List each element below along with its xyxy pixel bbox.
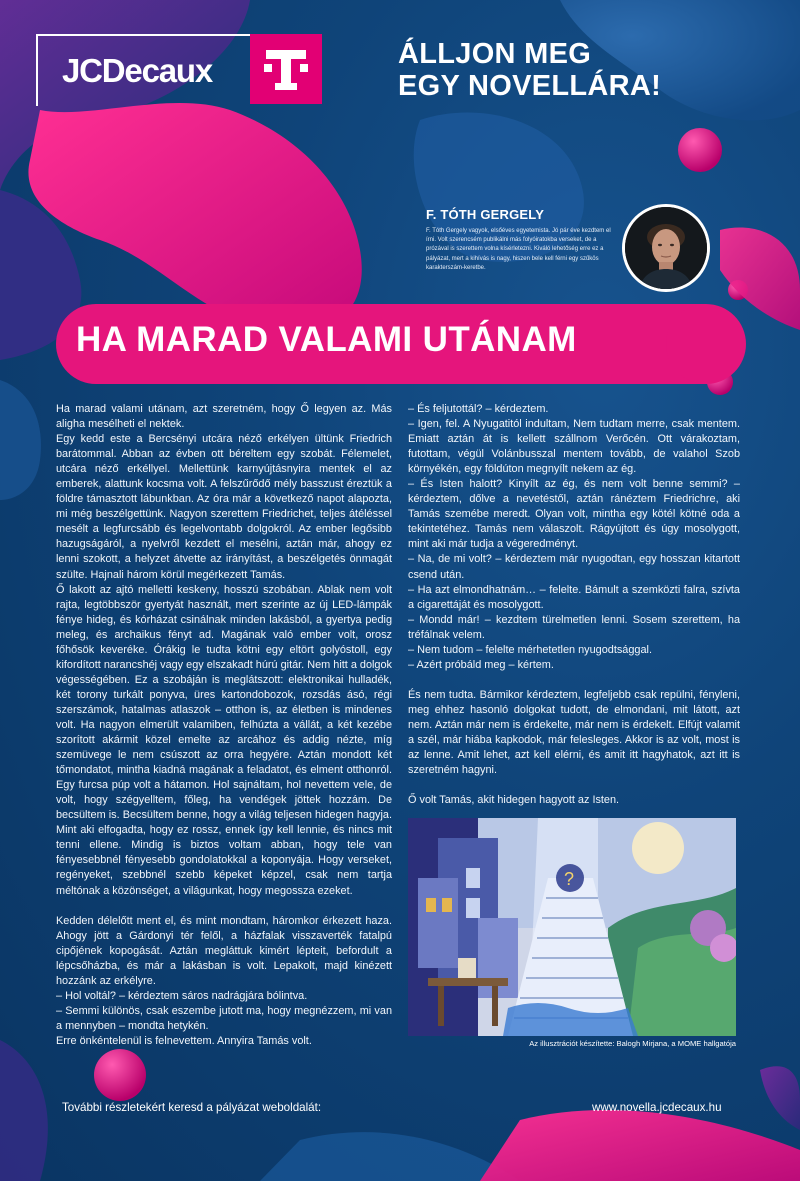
paragraph: – Ha azt elmondhatnám… – felelte. Bámult a szemközti falra, szívta a cigarettáját és mosolygott. (408, 583, 740, 611)
paragraph: – Na, de mi volt? – kérdeztem már nyugodtan, egy hosszan kitartott csend után. (408, 553, 740, 581)
headline-line-2: EGY NOVELLÁRA! (398, 70, 662, 102)
paragraph: – Semmi különös, csak eszembe jutott ma, hogy megnézzem, mi van a mennyben – mondta hetykén. (56, 1004, 392, 1032)
illustration-caption: Az illusztrációt készítette: Balogh Mirjana, a MOME hallgatója (529, 1039, 736, 1048)
story-column-right (408, 402, 740, 808)
spacer (408, 673, 740, 688)
footer-url-link[interactable]: www.novella.jcdecaux.hu (592, 1101, 722, 1114)
spacer (408, 778, 740, 793)
telekom-t-logo-icon (250, 34, 322, 104)
author-avatar (622, 204, 710, 292)
paragraph: – Igen, fel. A Nyugatitól indultam, Nem tudtam merre, csak mentem. Emiatt aztán át is kellett szállnom Verőcén. Ott várakoztam, futottam, végül Volánbusszal mentem tovább, de valahol Szob környékén, egy földúton megnyílt nekem az ég. (408, 418, 740, 476)
story-title: HA MARAD VALAMI UTÁNAM (76, 320, 577, 359)
paragraph: – Nem tudom – felelte mérhetetlen nyugodtsággal. (408, 643, 652, 656)
paragraph: – Hol voltál? – kérdeztem sáros nadrágjára bólintva. (56, 989, 308, 1002)
paragraph: – És Isten halott? Kinyílt az ég, és nem volt benne semmi? – kérdeztem, dőlve a nevetéstől, aztán ránéztem Friedrichre, aki Tamás szemébe meredt. Olyan volt, mintha egy kötél kötné oda a tekintetéhez. Tamás nem válaszolt. Rágyújtott és úgy mosolygott, mint aki már tudja a végeredményt. (408, 478, 740, 551)
author-bio: F. Tóth Gergely vagyok, elsőéves egyetemista. Jó pár éve kezdtem el írni. Volt szerencsém publikálni más folyóiratokba verseket, de a prózával is szerettem volna kísérletezni. Kiváló lehetőség erre ez a pályázat, mert a kihívás is nagy, hiszen bele kell férni egy szűkös karakterszám-keretbe. (426, 228, 611, 271)
paragraph: – Azért próbáld meg – kértem. (408, 658, 554, 671)
paragraph: Ő lakott az ajtó melletti keskeny, hosszú szobában. Ablak nem volt rajta, legtöbbször gyertyát használt, mert szerinte az új LED-lámpák fénye hideg, és kórházat csinálnak minden lakásból, a gyertya pedig meleg, és archaikus fényt ad. Magának való ember volt, orosz főhősök keveréke. Órákig le tudta kötni egy eltört golyóstoll, egy kifordított narancshéj vagy egy elszakadt húrú gitár. Nem hitt a dolgok végességében. Ez a szobáján is meglátszott: elektronikai hulladék, két torony turkált ponyva, üres kartondobozok, rozsdás ásó, régi szerszámok, hatalmas atlaszok – otthon is, az életben is mindenes volt. Ha nagyon elmerült valamiben, felhúzta a vállát, a két kezébe szorított akármit közel emelte az arcához és addig nézte, míg szemüvege le nem csúszott az orra hegyére. Aztán mondott két tőmondatot, mintha kiadná magának a feladatot, és elment otthonról. Egy furcsa púp volt a hátamon. Hol sajnáltam, hol nevettem vele, de volt, hogy szégyelltem, főleg, ha vendégek jöttek hozzám. De becsültem is. Becsültem benne, hogy a világ teljesen hidegen hagyja. Mint aki elfogadta, hogy ez rossz, ennek így kell lennie, és nincs mit tenni ellene. Mindig is biztos voltam abban, hogy tele van fényesebbnél fényesebb gondolatokkal a koponyája. Hogy verseket, regényeket, szebbnél szebb képeket képzel, csak nem tartja méltónak a közönséget, a világunkat, hogy megossza ezeket. (56, 583, 392, 897)
brand-logo: JCDecaux (62, 52, 212, 89)
headline-line-1: ÁLLJON MEG (398, 38, 592, 70)
author-name: F. TÓTH GERGELY (426, 207, 545, 222)
svg-text:?: ? (564, 869, 575, 889)
paragraph: És nem tudta. Bármikor kérdeztem, legfeljebb csak repülni, fényleni, meg ehhez hasonló dolgokat tudott, de elmondani, mit látott, azt nem. Aztán már nem is érdekelte, már nem is érdekelt. Elfújt valamit a szél, már hiába kapkodok, már felesleges. Akkor is az volt, most is az lenne. Amit lehet, azt kell elérni, és amit itt hagyhatok, azt itt is szeretném hagyni. (408, 688, 740, 777)
paragraph: Egy kedd este a Bercsényi utcára néző erkélyen ültünk Friedrich barátommal. Abban az évben ott béreltem egy szobát. Félemelet, utcára néző erkéllyel. Mellettünk karnyújtásnyira mentek el az emberek, alattunk kocsma volt. A felszűrődő mély basszust éreztük a földre támasztott lábunkban. Az óra már a következő napot alapozta, mi még beszélgettünk. Nagyon szerettem Friedrichet, teljes átéléssel mesélt a legfurcsább és legelvontabb dolgokról. Az ember legősibb hazugságáról, a nyelvről kezdett el mesélni, aztán már, ahogy ez lenni szokott, a helyzet átvette az irányítást, a beszélgetés önmagát szülte. Hajnali három körül megérkezett Tamás. (56, 433, 392, 581)
footer-info-text: További részletekért keresd a pályázat weboldalát: (62, 1101, 322, 1114)
paragraph: – És feljutottál? – kérdeztem. (408, 403, 549, 415)
paragraph: Ha marad valami utánam, azt szeretném, hogy Ő legyen az. Más aligha mesélheti el nektek. (56, 403, 392, 431)
paragraph: – Mondd már! – kezdtem türelmetlen lenni. Sosem szerettem, ha tréfálnak velem. (408, 613, 740, 641)
paragraph: Kedden délelőtt ment el, és mint mondtam, háromkor érkezett haza. Ahogy jött a Gárdonyi tér felől, a házfalak visszaverték fatalpú cipőjének kopogását. Aztán megláttuk kimért lépteit, befordult a lépcsőházba, és már a lakásban is volt. Lepakolt, majd kinézett hozzánk az erkélyre. (56, 914, 392, 987)
story-column-left (56, 402, 392, 1049)
paragraph: Erre önkéntelenül is felnevettem. Annyira Tamás volt. (56, 1034, 312, 1047)
spacer (56, 899, 392, 914)
headline (398, 38, 661, 102)
story-illustration (408, 818, 736, 1036)
paragraph: Ő volt Tamás, akit hidegen hagyott az Isten. (408, 794, 620, 807)
